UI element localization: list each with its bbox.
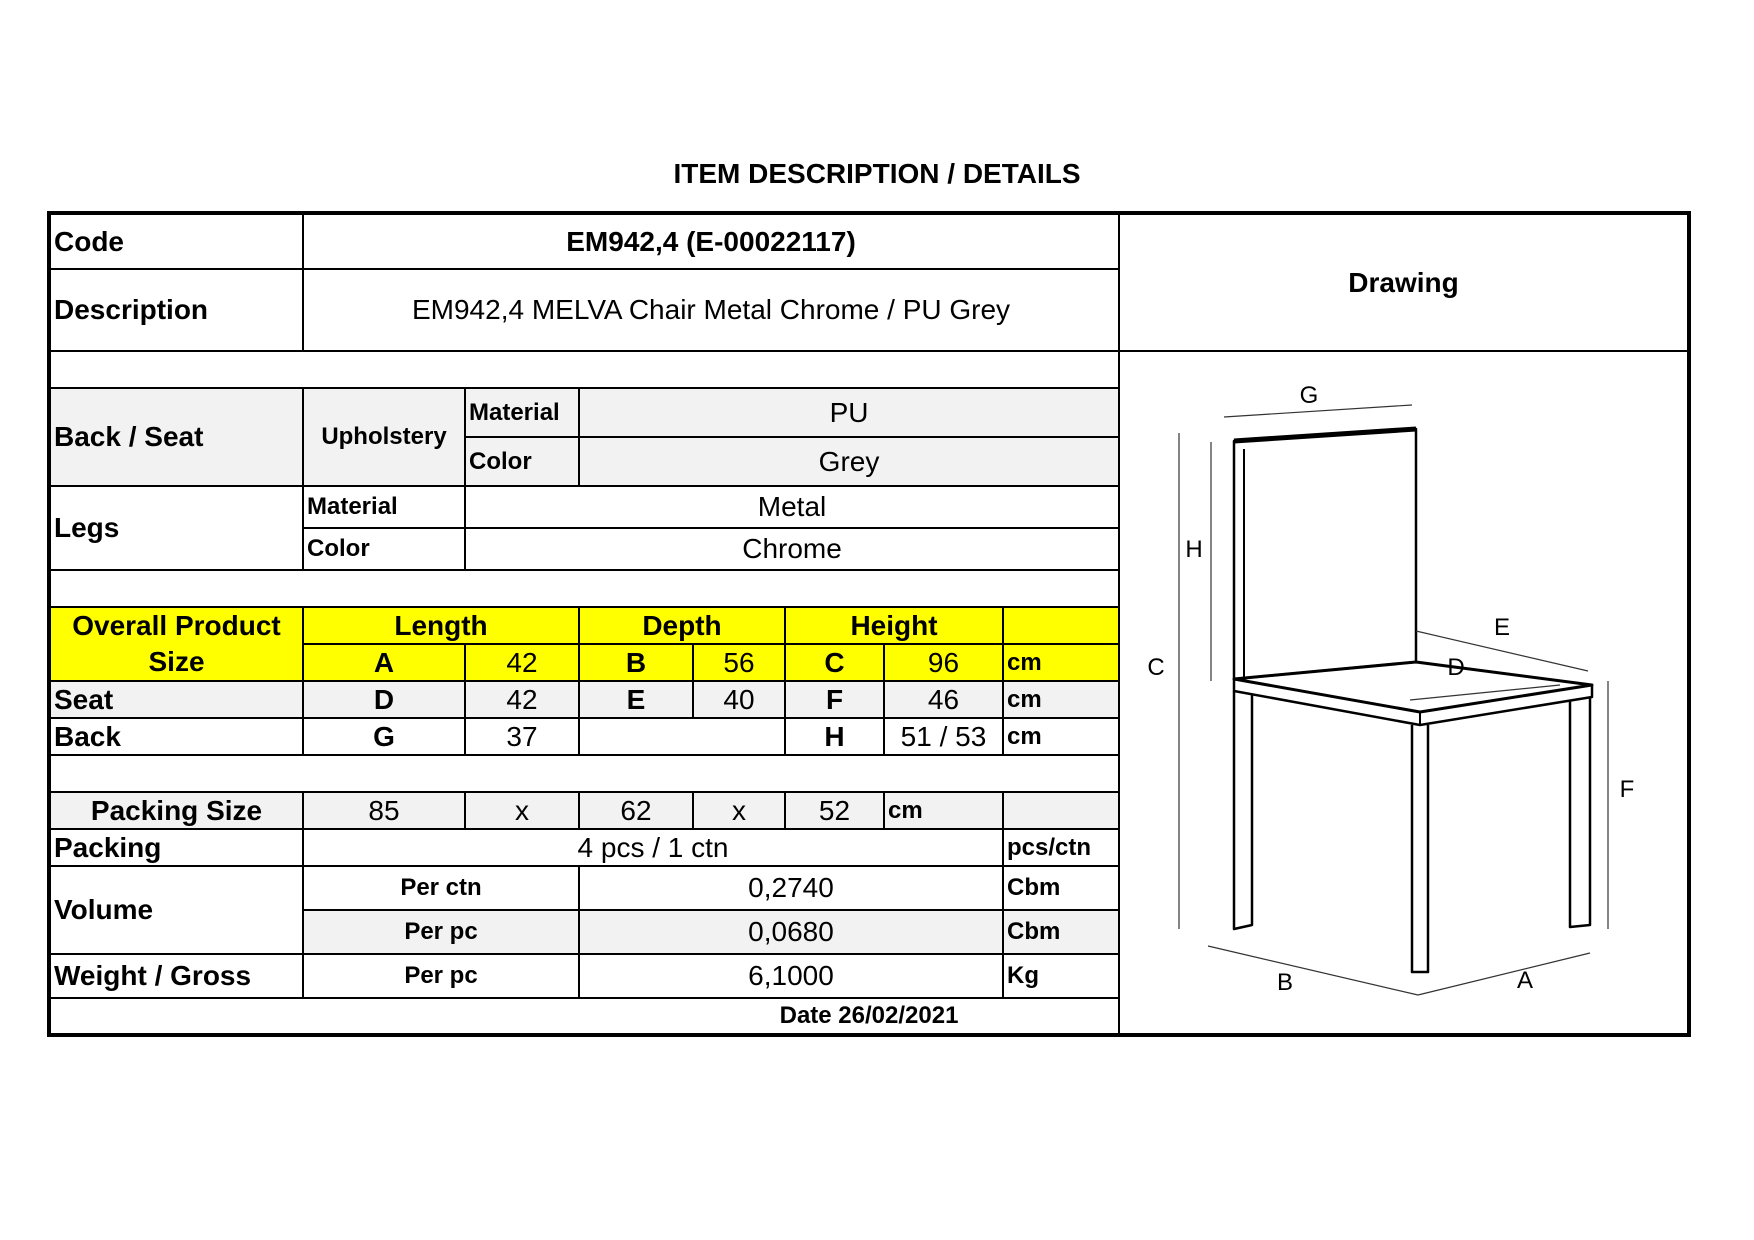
- volume-per-pc-label: Per pc: [303, 910, 579, 954]
- legs-label: Legs: [49, 486, 303, 570]
- spacer-row: [49, 755, 1119, 792]
- volume-per-pc-unit: Cbm: [1003, 910, 1119, 954]
- dim-b-letter: B: [579, 644, 693, 681]
- volume-per-ctn-label: Per ctn: [303, 866, 579, 910]
- drawing-letter-d: D: [1447, 653, 1465, 681]
- dim-c-value: 96: [884, 644, 1003, 681]
- packing-size-label: Packing Size: [49, 792, 303, 829]
- packing-size-x1: x: [465, 792, 579, 829]
- dim-e-letter: E: [579, 681, 693, 718]
- overall-size-label-line1: Overall Product: [72, 610, 281, 641]
- packing-unit: pcs/ctn: [1003, 829, 1119, 866]
- chair-drawing: [1119, 351, 1689, 1035]
- volume-per-ctn-value: 0,2740: [579, 866, 1003, 910]
- dim-h-letter: H: [785, 718, 884, 755]
- code-label: Code: [49, 213, 303, 269]
- weight-value: 6,1000: [579, 954, 1003, 998]
- spacer-row: [49, 351, 1119, 388]
- drawing-letter-h: H: [1185, 535, 1203, 563]
- description-value: EM942,4 MELVA Chair Metal Chrome / PU Grey: [303, 269, 1119, 351]
- back-unit: cm: [1003, 718, 1119, 755]
- height-header: Height: [785, 607, 1003, 644]
- weight-label: Weight / Gross: [49, 954, 303, 998]
- weight-per-pc-label: Per pc: [303, 954, 579, 998]
- packing-size-length: 85: [303, 792, 465, 829]
- seat-unit: cm: [1003, 681, 1119, 718]
- dim-g-letter: G: [303, 718, 465, 755]
- length-header: Length: [303, 607, 579, 644]
- packing-size-height: 52: [785, 792, 884, 829]
- back-seat-material-value: PU: [579, 388, 1119, 437]
- back-seat-color-value: Grey: [579, 437, 1119, 486]
- volume-per-pc-value: 0,0680: [579, 910, 1003, 954]
- spacer-row: [49, 570, 1119, 607]
- volume-per-ctn-unit: Cbm: [1003, 866, 1119, 910]
- drawing-letter-c: C: [1147, 653, 1165, 681]
- drawing-letter-a: A: [1517, 966, 1534, 994]
- drawing-letter-b: B: [1277, 968, 1294, 996]
- dim-c-letter: C: [785, 644, 884, 681]
- dim-d-letter: D: [303, 681, 465, 718]
- dim-a-value: 42: [465, 644, 579, 681]
- legs-material-value: Metal: [465, 486, 1119, 528]
- packing-size-unit: cm: [884, 792, 1003, 829]
- packing-size-x2: x: [693, 792, 785, 829]
- drawing-letter-f: F: [1619, 775, 1635, 803]
- dim-h-value: 51 / 53: [884, 718, 1003, 755]
- seat-label: Seat: [49, 681, 303, 718]
- packing-size-blank: [1003, 792, 1119, 829]
- dim-f-letter: F: [785, 681, 884, 718]
- dim-g-value: 37: [465, 718, 579, 755]
- legs-color-label: Color: [303, 528, 465, 570]
- upholstery-label: Upholstery: [303, 388, 465, 486]
- code-value: EM942,4 (E-00022117): [303, 213, 1119, 269]
- legs-material-label: Material: [303, 486, 465, 528]
- drawing-letter-e: E: [1494, 613, 1511, 641]
- spec-table: [47, 211, 1691, 1037]
- volume-label: Volume: [49, 866, 303, 954]
- overall-unit: cm: [1003, 644, 1119, 681]
- dim-f-value: 46: [884, 681, 1003, 718]
- depth-header: Depth: [579, 607, 785, 644]
- legs-color-value: Chrome: [465, 528, 1119, 570]
- dim-b-value: 56: [693, 644, 785, 681]
- drawing-letter-g: G: [1299, 381, 1319, 409]
- unit-header-blank: [1003, 607, 1119, 644]
- packing-label: Packing: [49, 829, 303, 866]
- drawing-label: Drawing: [1119, 213, 1689, 351]
- description-label: Description: [49, 269, 303, 351]
- document-title: ITEM DESCRIPTION / DETAILS: [673, 158, 1081, 189]
- packing-value: 4 pcs / 1 ctn: [303, 829, 1003, 866]
- document-date: Date 26/02/2021: [49, 998, 1689, 1035]
- packing-size-width: 62: [579, 792, 693, 829]
- dim-a-letter: A: [303, 644, 465, 681]
- dim-d-value: 42: [465, 681, 579, 718]
- back-blank-cell: [579, 718, 785, 755]
- dim-e-value: 40: [693, 681, 785, 718]
- overall-size-label: [49, 607, 303, 681]
- chair-illustration: [1120, 369, 1689, 1017]
- back-seat-color-label: Color: [465, 437, 579, 486]
- back-seat-label: Back / Seat: [49, 388, 303, 486]
- back-seat-material-label: Material: [465, 388, 579, 437]
- weight-unit: Kg: [1003, 954, 1119, 998]
- overall-size-label-line2: Size: [148, 646, 205, 677]
- back-label: Back: [49, 718, 303, 755]
